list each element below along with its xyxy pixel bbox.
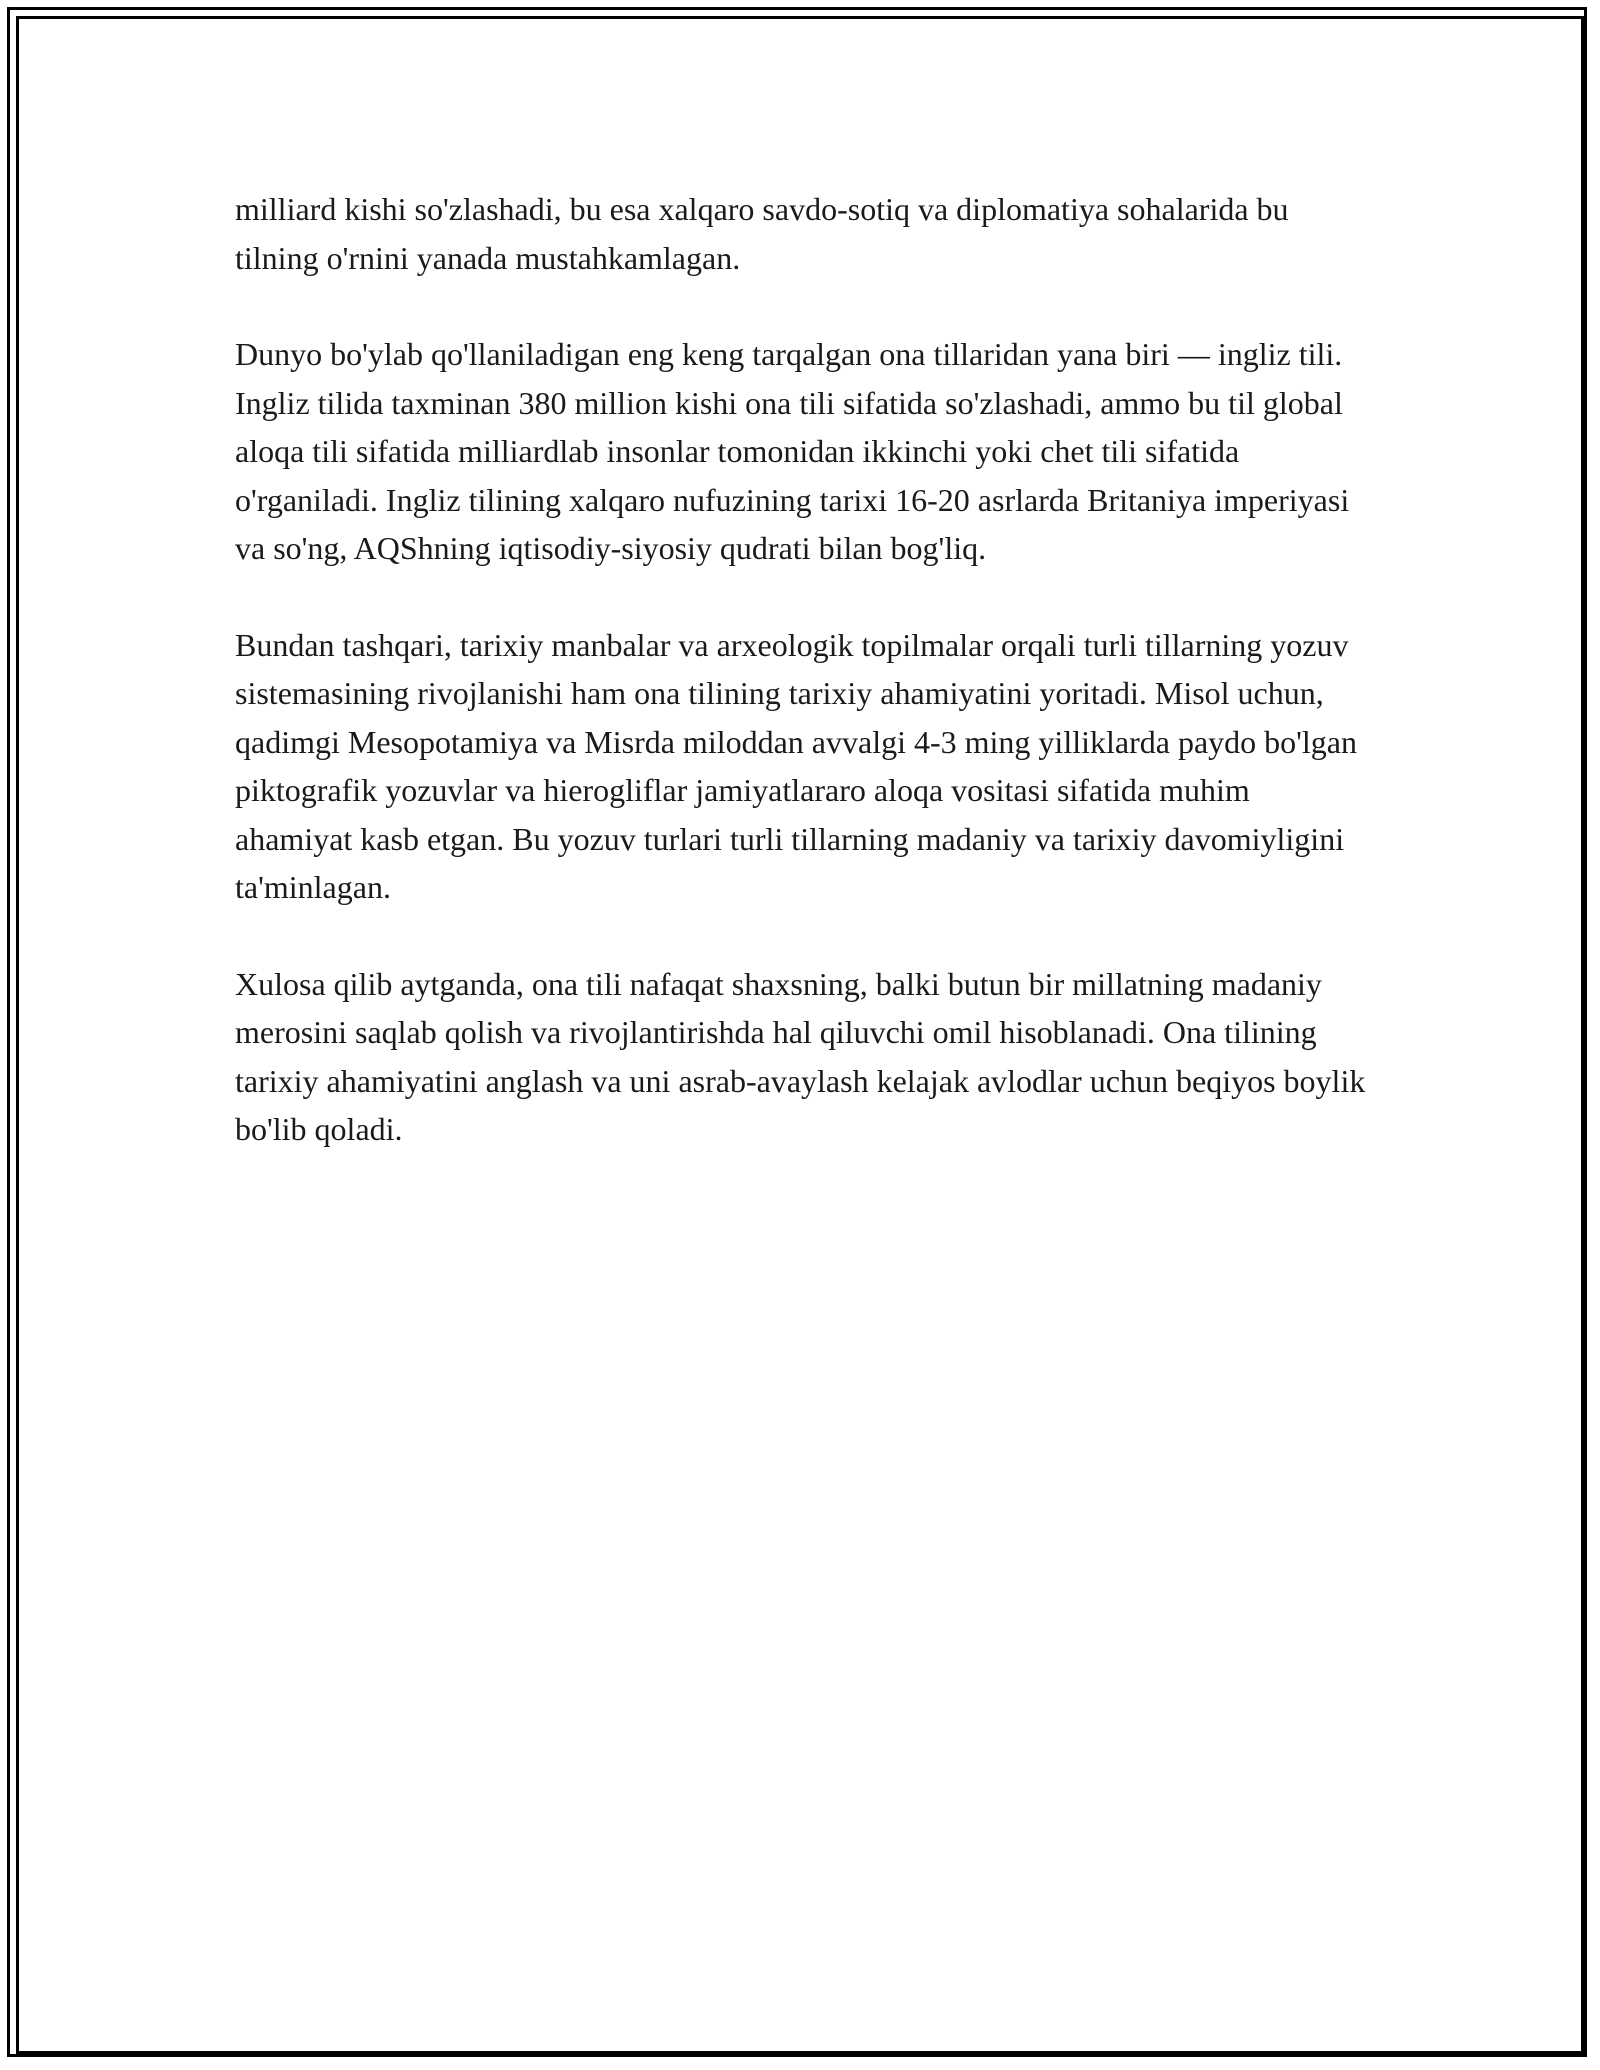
- document-body: [235, 185, 1375, 1202]
- paragraph-3: Bundan tashqari, tarixiy manbalar va arxeologik topilmalar orqali turli tillarning yozuv sistemasining rivojlanishi ham ona tilining tarixiy ahamiyatini yoritadi. Misol uchun, qadimgi Mesopotamiya va Misrda miloddan avvalgi 4-3 ming yilliklarda paydo bo'lgan piktografik yozuvlar va hierogliflar jamiyatlararo aloqa vositasi sifatida muhim ahamiyat kasb etgan. Bu yozuv turlari turli tillarning madaniy va tarixiy davomiyligini ta'minlagan.: [235, 626, 1357, 905]
- paragraph-2: Dunyo bo'ylab qo'llaniladigan eng keng tarqalgan ona tillaridan yana biri — ingliz tili. Ingliz tilida taxminan 380 million kishi ona tili sifatida so'zlashadi, ammo bu til global aloqa tili sifatida milliardlab insonlar tomonidan ikkinchi yoki chet tili sifatida o'rganiladi. Ingliz tilining xalqaro nufuzining tarixi 16-20 asrlarda Britaniya imperiyasi va so'ng, AQShning iqtisodiy-siyosiy qudrati bilan bog'liq.: [235, 336, 1350, 566]
- paragraph-1: milliard kishi so'zlashadi, bu esa xalqaro savdo-sotiq va diplomatiya sohalarida bu tilning o'rnini yanada mustahkamlagan.: [235, 191, 1289, 276]
- paragraph-4: Xulosa qilib aytganda, ona tili nafaqat shaxsning, balki butun bir millatning madaniy merosini saqlab qolish va rivojlantirishda hal qiluvchi omil hisoblanadi. Ona tilining tarixiy ahamiyatini anglash va uni asrab-avaylash kelajak avlodlar uchun beqiyos boylik bo'lib qoladi.: [235, 965, 1366, 1147]
